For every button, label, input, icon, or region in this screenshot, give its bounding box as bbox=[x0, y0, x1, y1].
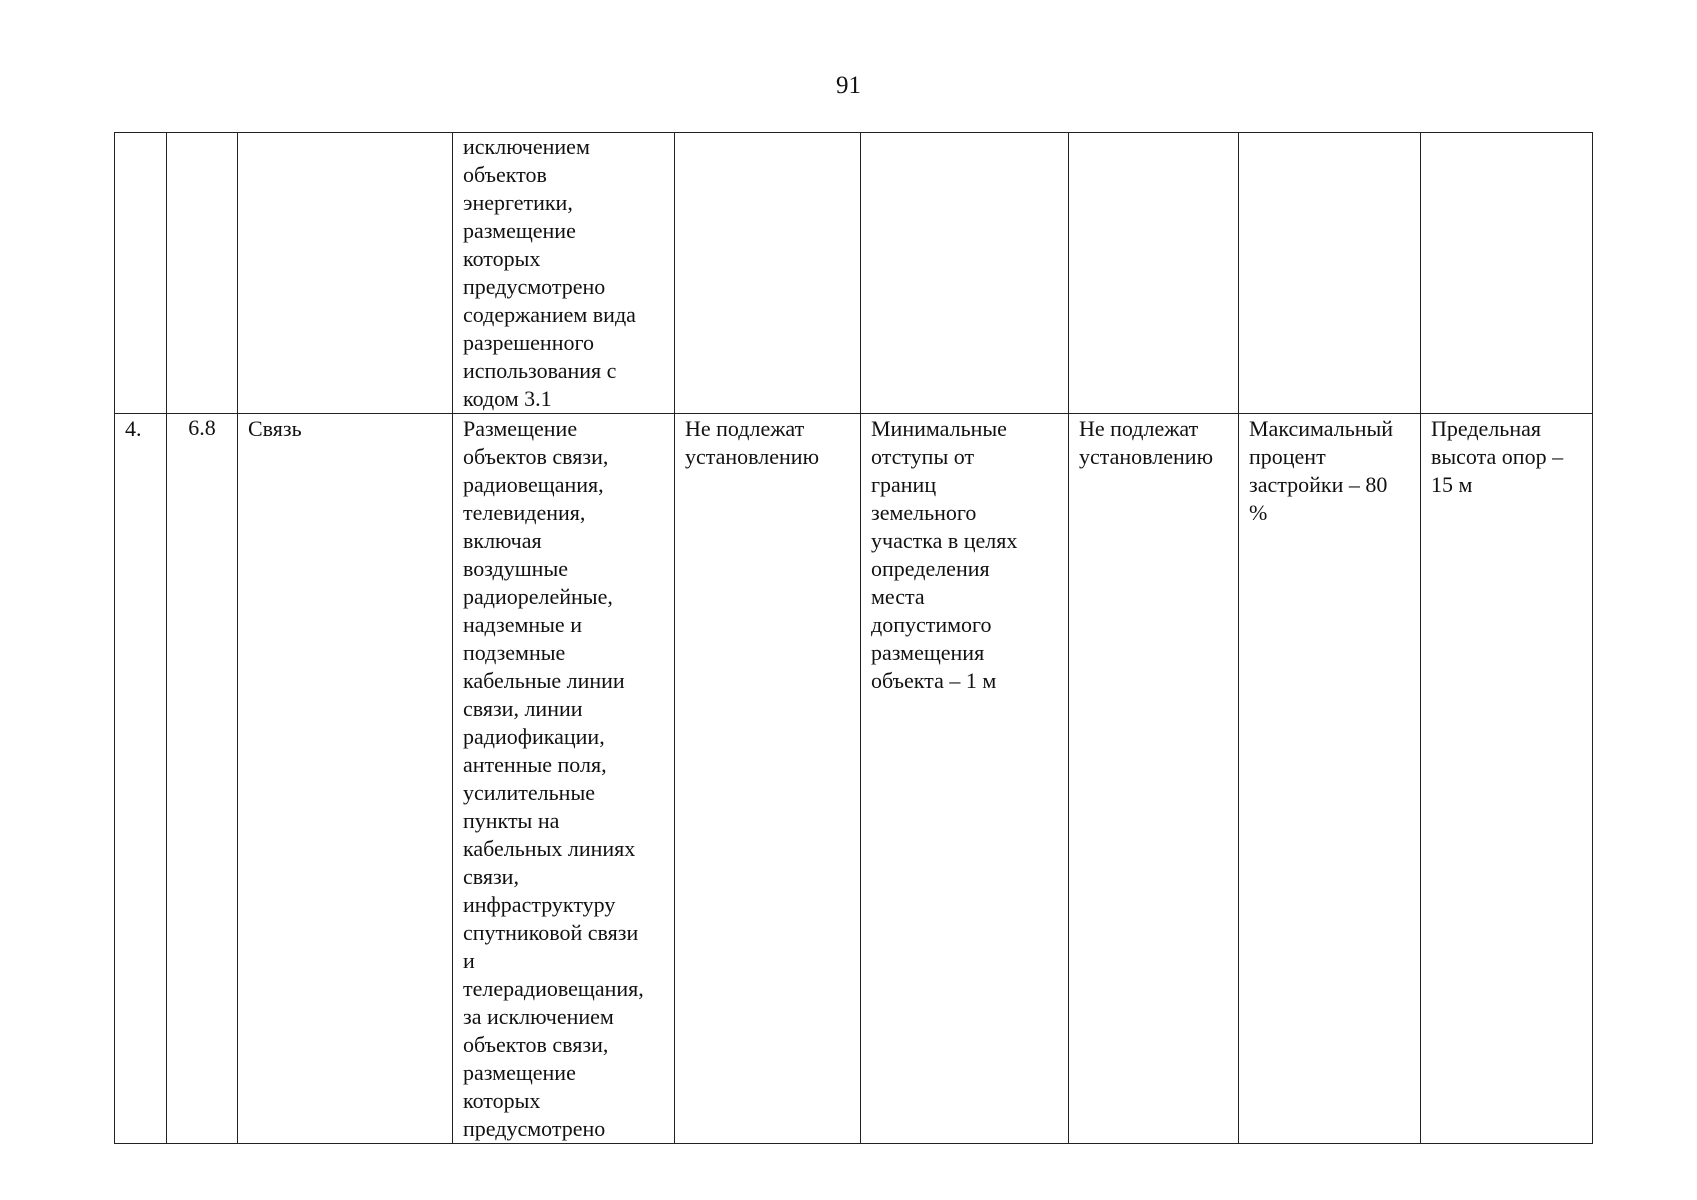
parameter-cell-4 bbox=[1239, 133, 1421, 414]
row-number-cell bbox=[115, 133, 167, 414]
parameter-cell-3: Не подлежат установлению bbox=[1069, 414, 1239, 1144]
parameter-cell-3 bbox=[1069, 133, 1239, 414]
use-name-cell bbox=[238, 133, 453, 414]
table-row bbox=[115, 133, 1593, 414]
parameter-cell-4: Максимальный процент застройки – 80 % bbox=[1239, 414, 1421, 1144]
parameter-cell-1 bbox=[675, 133, 861, 414]
use-description-cell: исключением объектов энергетики, размещение которых предусмотрено содержанием вида разрешенного использования с кодом 3.1 bbox=[453, 133, 675, 414]
use-code-cell: 6.8 bbox=[167, 414, 238, 1144]
table-row bbox=[115, 414, 1593, 1144]
parameter-cell-2 bbox=[861, 133, 1069, 414]
parameter-cell-2: Минимальные отступы от границ земельного участка в целях определения места допустимого размещения объекта – 1 м bbox=[861, 414, 1069, 1144]
regulations-table bbox=[114, 132, 1593, 1144]
page-number: 91 bbox=[836, 72, 861, 99]
parameter-cell-1: Не подлежат установлению bbox=[675, 414, 861, 1144]
row-number-cell: 4. bbox=[115, 414, 167, 1144]
parameter-cell-5: Предельная высота опор – 15 м bbox=[1421, 414, 1593, 1144]
parameter-cell-5 bbox=[1421, 133, 1593, 414]
use-code-cell bbox=[167, 133, 238, 414]
use-name-cell: Связь bbox=[238, 414, 453, 1144]
use-description-cell: Размещение объектов связи, радиовещания, телевидения, включая воздушные радиорелейные, надземные и подземные кабельные линии связи, линии радиофикации, антенные поля, усилительные пункты на кабельных линиях связи, инфраструктуру спутниковой связи и телерадиовещания, за исключением объектов связи, размещение которых предусмотрено bbox=[453, 414, 675, 1144]
